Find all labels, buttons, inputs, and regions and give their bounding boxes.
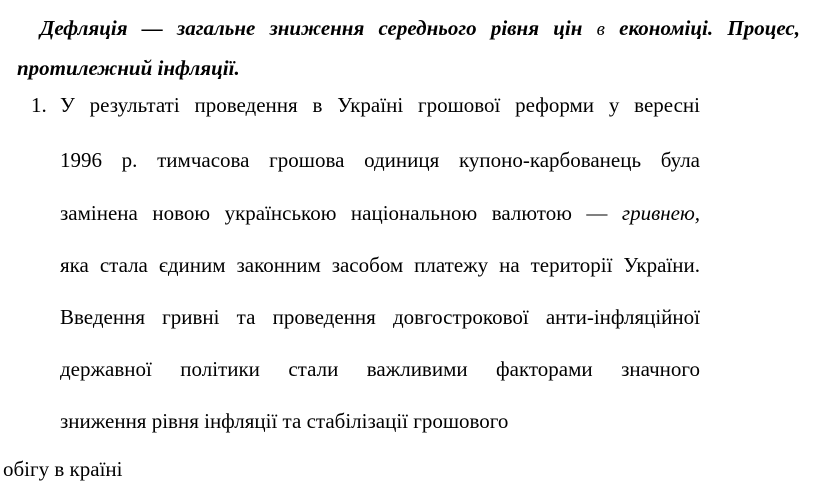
list-text-line-4: яка стала єдиним законним засобом платежу на території України. [60,253,700,277]
list-text-line-5: Введення гривні та проведення довгострокової анти-інфляційної [60,305,700,329]
list-text-line-3-main: замінена новою українською національною валютою — [60,201,622,225]
list-text-line-2: 1996 р. тимчасова грошова одиниця купоно-карбованець була [60,148,700,172]
list-text-line-3 [60,201,700,225]
list-item-number: 1. [31,93,47,117]
definition-line-1 [40,16,800,42]
tail-text-line: обігу в країні [3,457,123,481]
definition-text-small: в [596,19,605,40]
definition-text-start: Дефляція — загальне зниження середнього рівня цін [40,16,597,40]
list-text-line-1: У результаті проведення в Україні грошової реформи у вересні [60,93,700,117]
list-text-line-6: державної політики стали важливими факторами значного [60,357,700,381]
definition-line-2: протилежний інфляції. [17,56,240,80]
list-text-line-3-italic: гривнею, [621,201,700,225]
list-text-line-7: зниження рівня інфляції та стабілізації грошового [60,409,509,433]
definition-text-end: економіці. Процес, [604,16,801,40]
